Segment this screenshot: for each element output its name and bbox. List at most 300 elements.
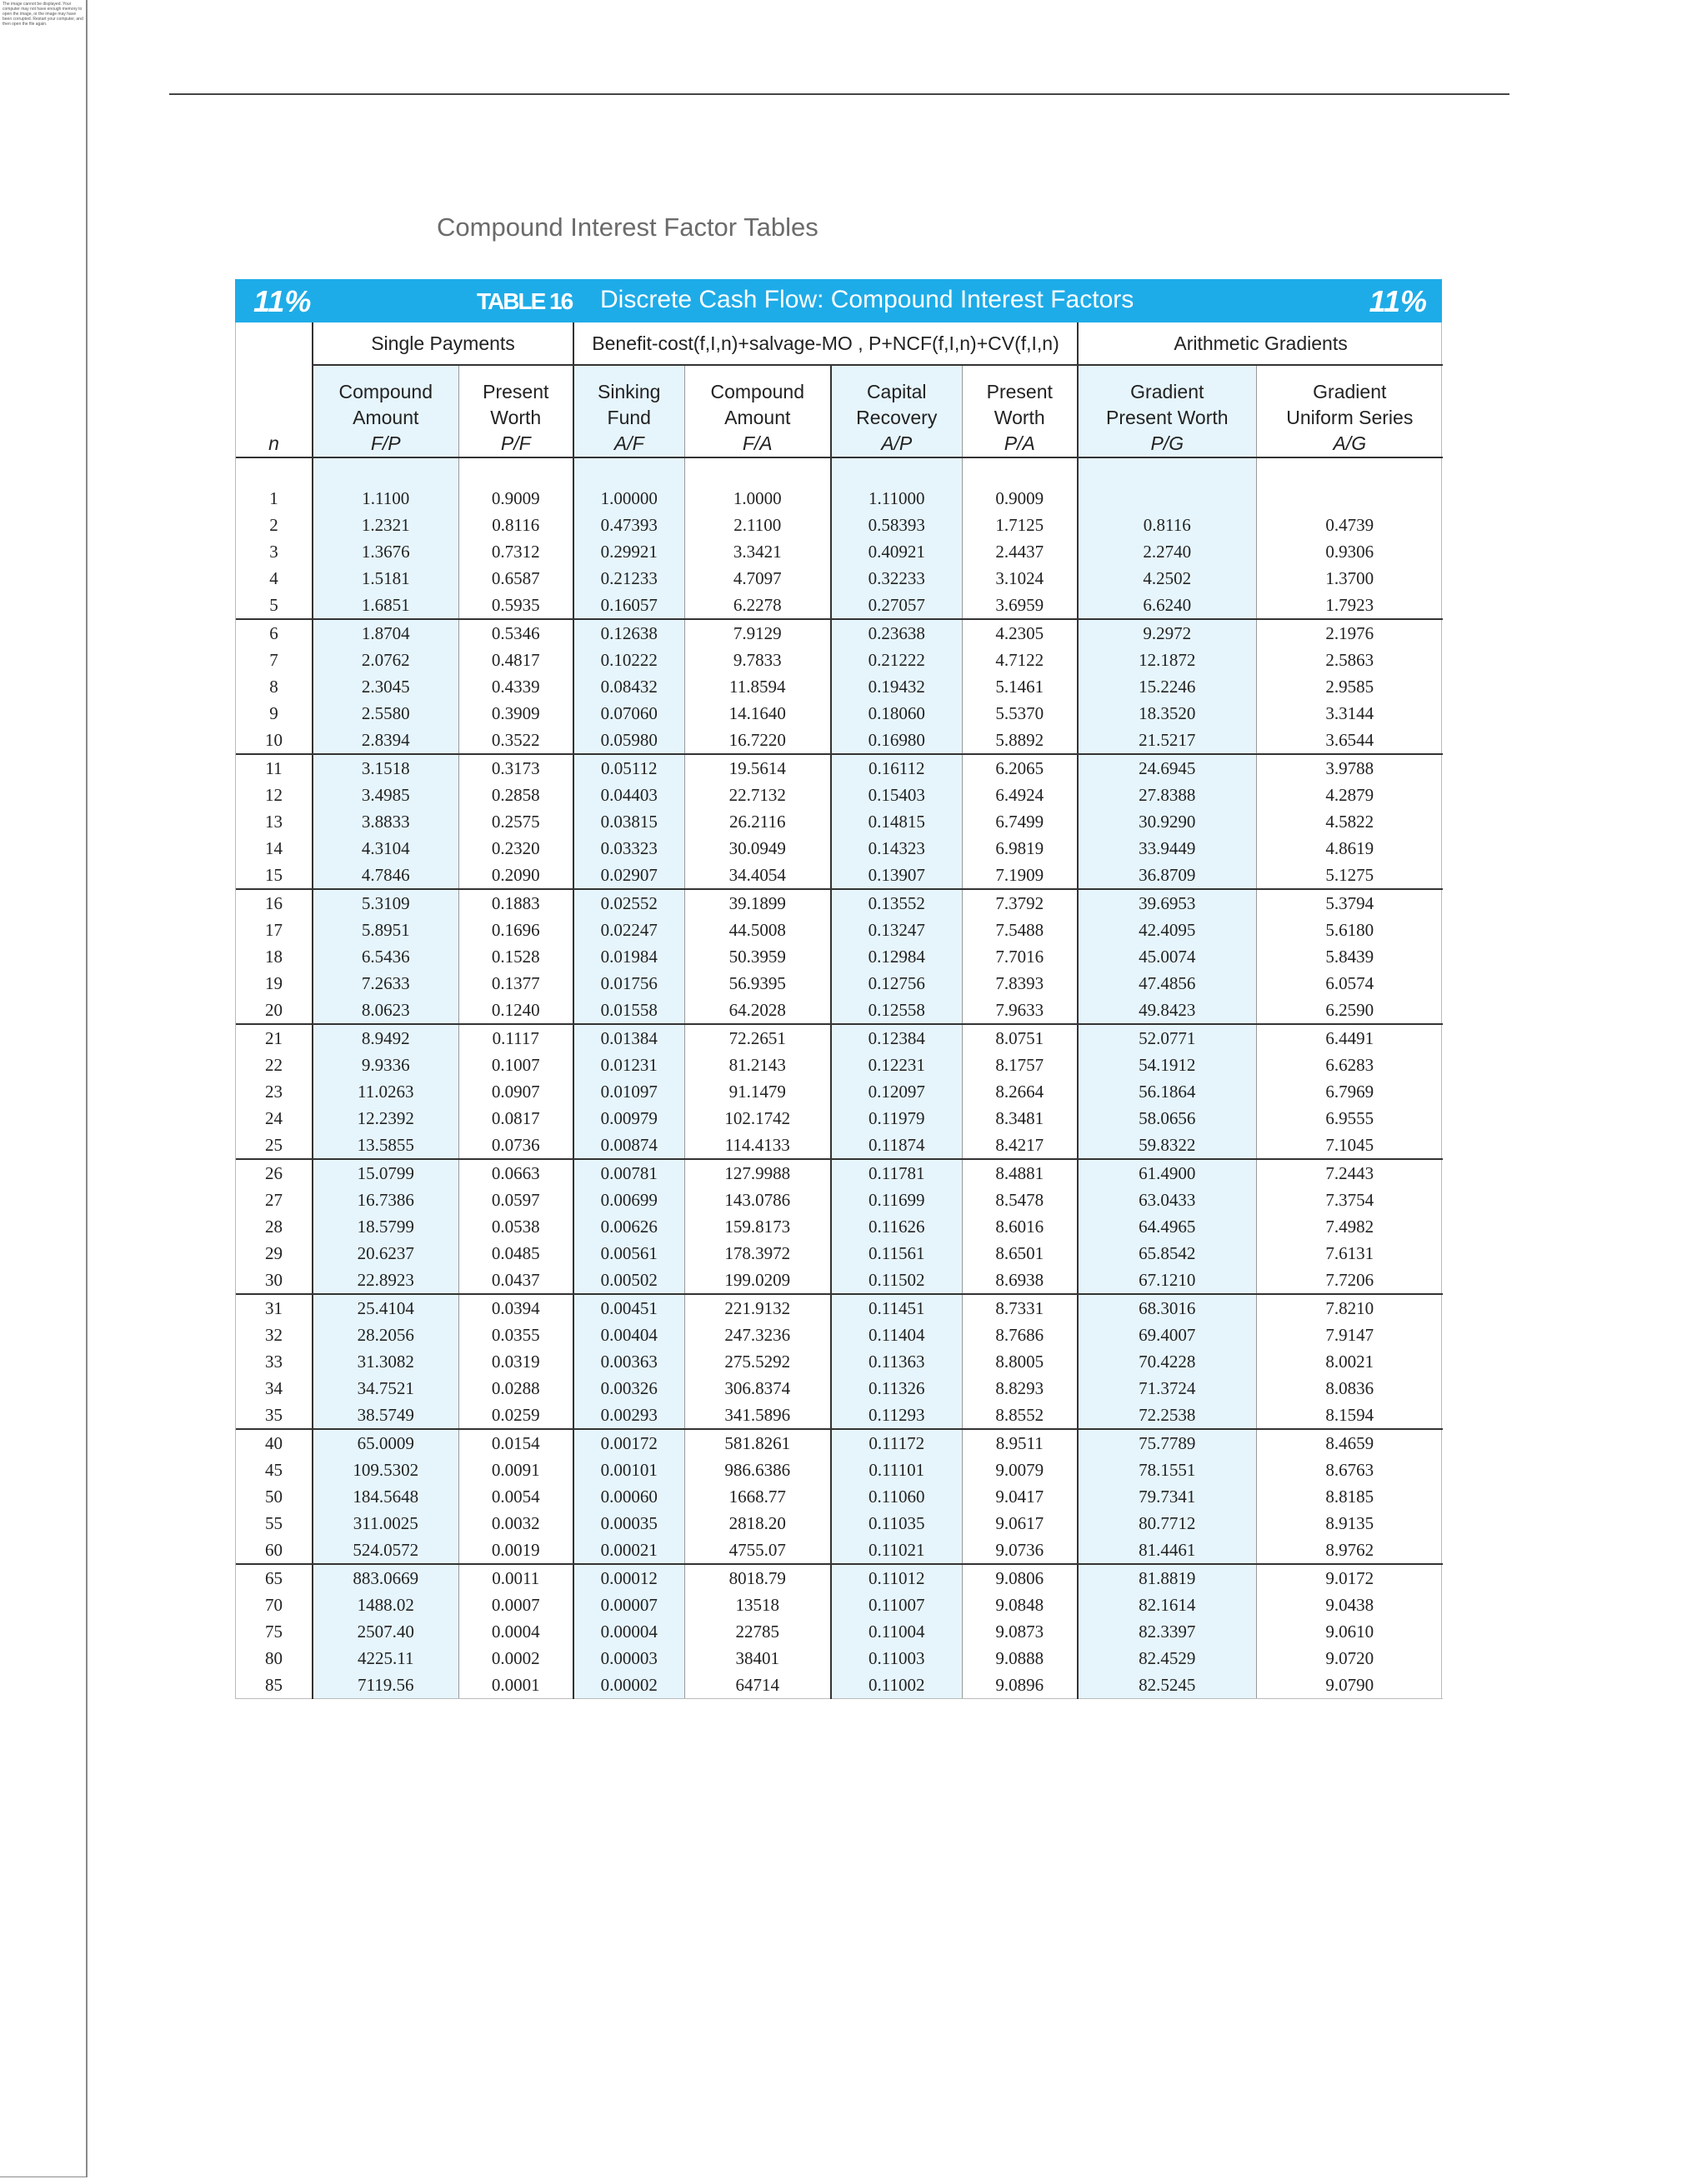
group-header-row bbox=[236, 322, 1443, 365]
cell-ap: 0.23638 bbox=[831, 619, 962, 647]
cell-ap: 0.11363 bbox=[831, 1348, 962, 1375]
cell-fp: 65.0009 bbox=[313, 1429, 458, 1457]
table-row bbox=[236, 673, 1443, 700]
cell-fp: 38.5749 bbox=[313, 1402, 458, 1429]
cell-af: 0.03323 bbox=[573, 835, 684, 862]
cell-pa: 8.0751 bbox=[962, 1024, 1078, 1052]
cell-fp: 4.3104 bbox=[313, 835, 458, 862]
cell-ag: 7.9147 bbox=[1325, 1325, 1374, 1345]
cell-ag: 8.8185 bbox=[1325, 1487, 1374, 1507]
cell-pa: 7.5488 bbox=[962, 917, 1078, 943]
cell-pa: 8.1757 bbox=[962, 1052, 1078, 1078]
cell-fp: 12.2392 bbox=[313, 1105, 458, 1132]
top-rule bbox=[169, 93, 1509, 95]
cell-ag: 1.3700 bbox=[1325, 568, 1374, 588]
cell-pa: 8.9511 bbox=[962, 1429, 1078, 1457]
cell-pf: 0.0538 bbox=[458, 1213, 573, 1240]
cell-pa: 2.4437 bbox=[962, 538, 1078, 565]
cell-ag: 2.5863 bbox=[1325, 650, 1374, 670]
table-number: TABLE 16 bbox=[477, 288, 573, 314]
cell-pg: 4.2502 bbox=[1078, 565, 1256, 592]
cell-af: 0.00326 bbox=[573, 1375, 684, 1402]
cell-pa: 0.9009 bbox=[962, 485, 1078, 512]
cell-pa: 8.6016 bbox=[962, 1213, 1078, 1240]
cell-ap: 0.18060 bbox=[831, 700, 962, 727]
cell-fa: 44.5008 bbox=[684, 917, 831, 943]
group-single-payments: Single Payments bbox=[313, 322, 573, 365]
table-row bbox=[236, 1052, 1443, 1078]
table-row bbox=[236, 1294, 1443, 1322]
cell-fa: 199.0209 bbox=[684, 1267, 831, 1294]
cell-fa: 30.0949 bbox=[684, 835, 831, 862]
cell-n: 21 bbox=[236, 1024, 313, 1052]
cell-fa: 6.2278 bbox=[684, 592, 831, 619]
cell-pg: 59.8322 bbox=[1078, 1132, 1256, 1159]
cell-ap: 0.14323 bbox=[831, 835, 962, 862]
cell-fp: 31.3082 bbox=[313, 1348, 458, 1375]
table-row bbox=[236, 1078, 1443, 1105]
cell-pg: 79.7341 bbox=[1078, 1483, 1256, 1510]
cell-fa: 19.5614 bbox=[684, 754, 831, 782]
cell-n: 65 bbox=[236, 1564, 313, 1592]
table-row bbox=[236, 782, 1443, 808]
cell-pa: 5.1461 bbox=[962, 673, 1078, 700]
cell-ag: 5.6180 bbox=[1325, 920, 1374, 940]
cell-ag: 4.5822 bbox=[1325, 812, 1374, 832]
cell-fa: 26.2116 bbox=[684, 808, 831, 835]
cell-pf: 0.1883 bbox=[458, 889, 573, 917]
cell-af: 0.29921 bbox=[573, 538, 684, 565]
factor-table bbox=[236, 322, 1443, 1699]
cell-pa: 3.1024 bbox=[962, 565, 1078, 592]
cell-ap: 0.11561 bbox=[831, 1240, 962, 1267]
cell-ag: 5.1275 bbox=[1256, 862, 1443, 889]
cell-af: 0.00293 bbox=[573, 1402, 684, 1429]
cell-af: 0.00060 bbox=[573, 1483, 684, 1510]
cell-ag: 0.4739 bbox=[1325, 515, 1374, 535]
cell-af: 0.16057 bbox=[573, 592, 684, 619]
cell-af: 0.00451 bbox=[573, 1294, 684, 1322]
table-row bbox=[236, 592, 1443, 619]
cell-pf: 0.1377 bbox=[458, 970, 573, 997]
col-header-fp: Compound Amount F/P bbox=[313, 365, 458, 457]
cell-fp: 3.4985 bbox=[313, 782, 458, 808]
cell-pg: 82.4529 bbox=[1078, 1645, 1256, 1672]
cell-ag: 9.0438 bbox=[1325, 1595, 1374, 1615]
cell-fp: 8.0623 bbox=[313, 997, 458, 1024]
table-title-bar bbox=[235, 279, 1442, 322]
table-row bbox=[236, 1618, 1443, 1645]
cell-ap: 0.11404 bbox=[831, 1322, 962, 1348]
cell-af: 0.00172 bbox=[573, 1429, 684, 1457]
table-row bbox=[236, 862, 1443, 889]
cell-pg: 70.4228 bbox=[1078, 1348, 1256, 1375]
cell-ag: 8.0021 bbox=[1325, 1352, 1374, 1372]
cell-pf: 0.7312 bbox=[458, 538, 573, 565]
cell-ag: 4.2879 bbox=[1325, 785, 1374, 805]
cell-fa: 275.5292 bbox=[684, 1348, 831, 1375]
cell-af: 0.10222 bbox=[573, 647, 684, 673]
cell-fp: 3.1518 bbox=[313, 754, 458, 782]
table-row bbox=[236, 1645, 1443, 1672]
cell-pg: 69.4007 bbox=[1078, 1322, 1256, 1348]
cell-n: 15 bbox=[236, 862, 313, 889]
cell-pa: 1.7125 bbox=[962, 512, 1078, 538]
cell-pf: 0.5935 bbox=[458, 592, 573, 619]
cell-pg bbox=[1078, 485, 1256, 512]
cell-pa: 8.7686 bbox=[962, 1322, 1078, 1348]
cell-ag: 8.4659 bbox=[1325, 1433, 1374, 1453]
cell-fa: 72.2651 bbox=[684, 1024, 831, 1052]
cell-ag: 7.1045 bbox=[1256, 1132, 1443, 1159]
spacer-row bbox=[236, 457, 1443, 485]
cell-ag: 6.6283 bbox=[1325, 1055, 1374, 1075]
cell-pf: 0.0288 bbox=[458, 1375, 573, 1402]
table-row bbox=[236, 1402, 1443, 1429]
cell-fp: 184.5648 bbox=[313, 1483, 458, 1510]
cell-pf: 0.1696 bbox=[458, 917, 573, 943]
cell-fp: 15.0799 bbox=[313, 1159, 458, 1187]
cell-ag: 5.8439 bbox=[1325, 947, 1374, 967]
cell-ap: 0.11035 bbox=[831, 1510, 962, 1537]
cell-ap: 0.21222 bbox=[831, 647, 962, 673]
cell-n: 50 bbox=[236, 1483, 313, 1510]
cell-fp: 2.8394 bbox=[313, 727, 458, 754]
table-row bbox=[236, 1322, 1443, 1348]
cell-n: 17 bbox=[236, 917, 313, 943]
cell-pa: 5.5370 bbox=[962, 700, 1078, 727]
cell-pa: 9.0806 bbox=[962, 1564, 1078, 1592]
cell-n: 16 bbox=[236, 889, 313, 917]
table-row bbox=[236, 619, 1443, 647]
cell-fp: 5.3109 bbox=[313, 889, 458, 917]
cell-fa: 341.5896 bbox=[684, 1402, 831, 1429]
table-row bbox=[236, 1105, 1443, 1132]
cell-af: 0.21233 bbox=[573, 565, 684, 592]
cell-n: 40 bbox=[236, 1429, 313, 1457]
cell-af: 0.00781 bbox=[573, 1159, 684, 1187]
cell-pf: 0.0019 bbox=[458, 1537, 573, 1564]
cell-fa: 91.1479 bbox=[684, 1078, 831, 1105]
cell-pa: 8.4881 bbox=[962, 1159, 1078, 1187]
cell-ap: 0.11699 bbox=[831, 1187, 962, 1213]
cell-ag: 7.8210 bbox=[1325, 1298, 1374, 1318]
table-row bbox=[236, 889, 1443, 917]
cell-pf: 0.0054 bbox=[458, 1483, 573, 1510]
cell-pf: 0.0319 bbox=[458, 1348, 573, 1375]
cell-pg: 27.8388 bbox=[1078, 782, 1256, 808]
cell-ag: 7.2443 bbox=[1325, 1163, 1374, 1183]
cell-pa: 8.6938 bbox=[962, 1267, 1078, 1294]
cell-fp: 524.0572 bbox=[313, 1537, 458, 1564]
cell-af: 0.47393 bbox=[573, 512, 684, 538]
cell-pf: 0.0011 bbox=[458, 1564, 573, 1592]
cell-fa: 4.7097 bbox=[684, 565, 831, 592]
cell-n: 1 bbox=[236, 485, 313, 512]
table-row bbox=[236, 1187, 1443, 1213]
cell-pg: 18.3520 bbox=[1078, 700, 1256, 727]
cell-ag: 9.0720 bbox=[1325, 1648, 1374, 1668]
cell-af: 0.01231 bbox=[573, 1052, 684, 1078]
cell-pa: 8.8552 bbox=[962, 1402, 1078, 1429]
cell-n: 26 bbox=[236, 1159, 313, 1187]
cell-fa: 306.8374 bbox=[684, 1375, 831, 1402]
cell-pf: 0.0597 bbox=[458, 1187, 573, 1213]
cell-af: 0.00561 bbox=[573, 1240, 684, 1267]
cell-ag: 5.3794 bbox=[1325, 893, 1374, 913]
cell-ap: 0.11021 bbox=[831, 1537, 962, 1564]
cell-fp: 1.6851 bbox=[313, 592, 458, 619]
cell-af: 0.02552 bbox=[573, 889, 684, 917]
cell-af: 0.00035 bbox=[573, 1510, 684, 1537]
cell-ap: 0.11172 bbox=[831, 1429, 962, 1457]
cell-pf: 0.1117 bbox=[458, 1024, 573, 1052]
column-header-row bbox=[236, 365, 1443, 457]
cell-ap: 0.12231 bbox=[831, 1052, 962, 1078]
cell-fa: 159.8173 bbox=[684, 1213, 831, 1240]
cell-ag: 7.7206 bbox=[1256, 1267, 1443, 1294]
cell-n: 28 bbox=[236, 1213, 313, 1240]
cell-fp: 109.5302 bbox=[313, 1457, 458, 1483]
cell-fa: 50.3959 bbox=[684, 943, 831, 970]
cell-fa: 38401 bbox=[684, 1645, 831, 1672]
table-row bbox=[236, 1429, 1443, 1457]
cell-af: 0.01097 bbox=[573, 1078, 684, 1105]
cell-af: 0.00012 bbox=[573, 1564, 684, 1592]
cell-pa: 6.7499 bbox=[962, 808, 1078, 835]
cell-n: 75 bbox=[236, 1618, 313, 1645]
cell-fp: 1488.02 bbox=[313, 1592, 458, 1618]
cell-pf: 0.2320 bbox=[458, 835, 573, 862]
cell-ag: 1.7923 bbox=[1256, 592, 1443, 619]
cell-ag: 7.6131 bbox=[1325, 1243, 1374, 1263]
cell-pg: 24.6945 bbox=[1078, 754, 1256, 782]
cell-ap: 0.13247 bbox=[831, 917, 962, 943]
table-row bbox=[236, 538, 1443, 565]
cell-af: 0.00007 bbox=[573, 1592, 684, 1618]
cell-ag: 7.4982 bbox=[1325, 1217, 1374, 1237]
cell-fa: 221.9132 bbox=[684, 1294, 831, 1322]
cell-ap: 0.11003 bbox=[831, 1645, 962, 1672]
cell-ag: 2.1976 bbox=[1325, 623, 1374, 643]
cell-pf: 0.0001 bbox=[458, 1672, 573, 1699]
cell-fa: 64.2028 bbox=[684, 997, 831, 1024]
cell-n: 60 bbox=[236, 1537, 313, 1564]
cell-fa: 13518 bbox=[684, 1592, 831, 1618]
cell-fa: 178.3972 bbox=[684, 1240, 831, 1267]
cell-af: 0.07060 bbox=[573, 700, 684, 727]
cell-fa: 581.8261 bbox=[684, 1429, 831, 1457]
cell-af: 0.00002 bbox=[573, 1672, 684, 1699]
cell-pg: 47.4856 bbox=[1078, 970, 1256, 997]
table-row bbox=[236, 1564, 1443, 1592]
cell-fp: 2.5580 bbox=[313, 700, 458, 727]
cell-n: 20 bbox=[236, 997, 313, 1024]
cell-pg: 42.4095 bbox=[1078, 917, 1256, 943]
cell-fp: 1.5181 bbox=[313, 565, 458, 592]
cell-ag: 6.7969 bbox=[1325, 1082, 1374, 1102]
cell-pf: 0.8116 bbox=[458, 512, 573, 538]
cell-pf: 0.3173 bbox=[458, 754, 573, 782]
cell-fa: 11.8594 bbox=[684, 673, 831, 700]
cell-pa: 8.6501 bbox=[962, 1240, 1078, 1267]
cell-fp: 22.8923 bbox=[313, 1267, 458, 1294]
table-row bbox=[236, 943, 1443, 970]
cell-fa: 7.9129 bbox=[684, 619, 831, 647]
cell-pf: 0.0091 bbox=[458, 1457, 573, 1483]
cell-fp: 4.7846 bbox=[313, 862, 458, 889]
cell-pf: 0.1528 bbox=[458, 943, 573, 970]
cell-pf: 0.0907 bbox=[458, 1078, 573, 1105]
cell-pg: 82.3397 bbox=[1078, 1618, 1256, 1645]
table-row bbox=[236, 808, 1443, 835]
cell-pa: 8.8293 bbox=[962, 1375, 1078, 1402]
rate-left: 11% bbox=[253, 284, 312, 318]
table-data-body bbox=[236, 457, 1443, 1699]
cell-pg: 63.0433 bbox=[1078, 1187, 1256, 1213]
cell-ag: 6.9555 bbox=[1325, 1108, 1374, 1128]
table-body-frame bbox=[235, 322, 1442, 1699]
group-arithmetic-gradients: Arithmetic Gradients bbox=[1078, 322, 1443, 365]
cell-pg: 36.8709 bbox=[1078, 862, 1256, 889]
table-row bbox=[236, 1592, 1443, 1618]
cell-pa: 8.2664 bbox=[962, 1078, 1078, 1105]
page-heading: Compound Interest Factor Tables bbox=[437, 212, 818, 242]
cell-pg: 80.7712 bbox=[1078, 1510, 1256, 1537]
cell-pg: 64.4965 bbox=[1078, 1213, 1256, 1240]
cell-pa: 8.8005 bbox=[962, 1348, 1078, 1375]
table-row bbox=[236, 512, 1443, 538]
table-row bbox=[236, 835, 1443, 862]
cell-pa: 7.1909 bbox=[962, 862, 1078, 889]
table-row bbox=[236, 1213, 1443, 1240]
cell-ap: 0.11293 bbox=[831, 1402, 962, 1429]
table-row bbox=[236, 1483, 1443, 1510]
cell-ag: 3.3144 bbox=[1325, 703, 1374, 723]
cell-fp: 3.8833 bbox=[313, 808, 458, 835]
cell-pa: 8.5478 bbox=[962, 1187, 1078, 1213]
cell-ap: 0.12756 bbox=[831, 970, 962, 997]
cell-pf: 0.2090 bbox=[458, 862, 573, 889]
cell-af: 0.00979 bbox=[573, 1105, 684, 1132]
cell-pf: 0.2575 bbox=[458, 808, 573, 835]
cell-ap: 0.12558 bbox=[831, 997, 962, 1024]
cell-ag: 9.0610 bbox=[1325, 1622, 1374, 1642]
table-row bbox=[236, 917, 1443, 943]
cell-ag: 7.3754 bbox=[1325, 1190, 1374, 1210]
cell-pg: 65.8542 bbox=[1078, 1240, 1256, 1267]
cell-n: 10 bbox=[236, 727, 313, 754]
cell-n: 80 bbox=[236, 1645, 313, 1672]
cell-ap: 0.11101 bbox=[831, 1457, 962, 1483]
cell-pg: 6.6240 bbox=[1078, 592, 1256, 619]
cell-pf: 0.0394 bbox=[458, 1294, 573, 1322]
cell-pa: 9.0736 bbox=[962, 1537, 1078, 1564]
cell-pg: 72.2538 bbox=[1078, 1402, 1256, 1429]
cell-n: 22 bbox=[236, 1052, 313, 1078]
table-row bbox=[236, 997, 1443, 1024]
cell-pa: 4.7122 bbox=[962, 647, 1078, 673]
cell-pf: 0.0485 bbox=[458, 1240, 573, 1267]
cell-ag: 8.1594 bbox=[1256, 1402, 1443, 1429]
cell-fa: 22785 bbox=[684, 1618, 831, 1645]
cell-pg: 12.1872 bbox=[1078, 647, 1256, 673]
cell-fa: 2818.20 bbox=[684, 1510, 831, 1537]
cell-fp: 25.4104 bbox=[313, 1294, 458, 1322]
cell-n: 18 bbox=[236, 943, 313, 970]
cell-ag: 6.2590 bbox=[1256, 997, 1443, 1024]
cell-pg: 71.3724 bbox=[1078, 1375, 1256, 1402]
cell-pa: 4.2305 bbox=[962, 619, 1078, 647]
cell-ap: 0.27057 bbox=[831, 592, 962, 619]
cell-ap: 0.14815 bbox=[831, 808, 962, 835]
factor-table-container bbox=[235, 279, 1442, 1699]
cell-ap: 0.11979 bbox=[831, 1105, 962, 1132]
cell-pg: 58.0656 bbox=[1078, 1105, 1256, 1132]
cell-af: 0.00363 bbox=[573, 1348, 684, 1375]
cell-fp: 13.5855 bbox=[313, 1132, 458, 1159]
cell-ap: 0.32233 bbox=[831, 565, 962, 592]
cell-af: 0.02907 bbox=[573, 862, 684, 889]
cell-n: 35 bbox=[236, 1402, 313, 1429]
cell-pa: 9.0079 bbox=[962, 1457, 1078, 1483]
cell-fa: 986.6386 bbox=[684, 1457, 831, 1483]
cell-pa: 9.0417 bbox=[962, 1483, 1078, 1510]
cell-fa: 114.4133 bbox=[684, 1132, 831, 1159]
cell-pf: 0.3909 bbox=[458, 700, 573, 727]
cell-ap: 0.11007 bbox=[831, 1592, 962, 1618]
cell-ag: 3.6544 bbox=[1256, 727, 1443, 754]
cell-pf: 0.3522 bbox=[458, 727, 573, 754]
cell-ag: 4.8619 bbox=[1325, 838, 1374, 858]
cell-pf: 0.4339 bbox=[458, 673, 573, 700]
cell-af: 0.03815 bbox=[573, 808, 684, 835]
table-row bbox=[236, 1510, 1443, 1537]
cell-pg: 82.5245 bbox=[1078, 1672, 1256, 1699]
cell-pf: 0.4817 bbox=[458, 647, 573, 673]
cell-ap: 0.12097 bbox=[831, 1078, 962, 1105]
cell-pa: 9.0896 bbox=[962, 1672, 1078, 1699]
cell-af: 0.00626 bbox=[573, 1213, 684, 1240]
cell-fa: 39.1899 bbox=[684, 889, 831, 917]
cell-fa: 14.1640 bbox=[684, 700, 831, 727]
cell-n: 33 bbox=[236, 1348, 313, 1375]
cell-pa: 7.3792 bbox=[962, 889, 1078, 917]
cell-af: 0.01756 bbox=[573, 970, 684, 997]
cell-pg: 78.1551 bbox=[1078, 1457, 1256, 1483]
cell-fp: 2.0762 bbox=[313, 647, 458, 673]
cell-fa: 127.9988 bbox=[684, 1159, 831, 1187]
cell-ap: 0.13552 bbox=[831, 889, 962, 917]
cell-pf: 0.0259 bbox=[458, 1402, 573, 1429]
cell-af: 0.00004 bbox=[573, 1618, 684, 1645]
cell-pg: 21.5217 bbox=[1078, 727, 1256, 754]
cell-ap: 0.13907 bbox=[831, 862, 962, 889]
cell-pg: 49.8423 bbox=[1078, 997, 1256, 1024]
cell-n: 12 bbox=[236, 782, 313, 808]
cell-n: 5 bbox=[236, 592, 313, 619]
cell-n: 19 bbox=[236, 970, 313, 997]
cell-af: 0.02247 bbox=[573, 917, 684, 943]
cell-fa: 22.7132 bbox=[684, 782, 831, 808]
cell-pg: 0.8116 bbox=[1078, 512, 1256, 538]
cell-ap: 0.58393 bbox=[831, 512, 962, 538]
table-row bbox=[236, 700, 1443, 727]
cell-ap: 0.11626 bbox=[831, 1213, 962, 1240]
cell-ap: 0.11012 bbox=[831, 1564, 962, 1592]
cell-pa: 6.2065 bbox=[962, 754, 1078, 782]
cell-n: 9 bbox=[236, 700, 313, 727]
